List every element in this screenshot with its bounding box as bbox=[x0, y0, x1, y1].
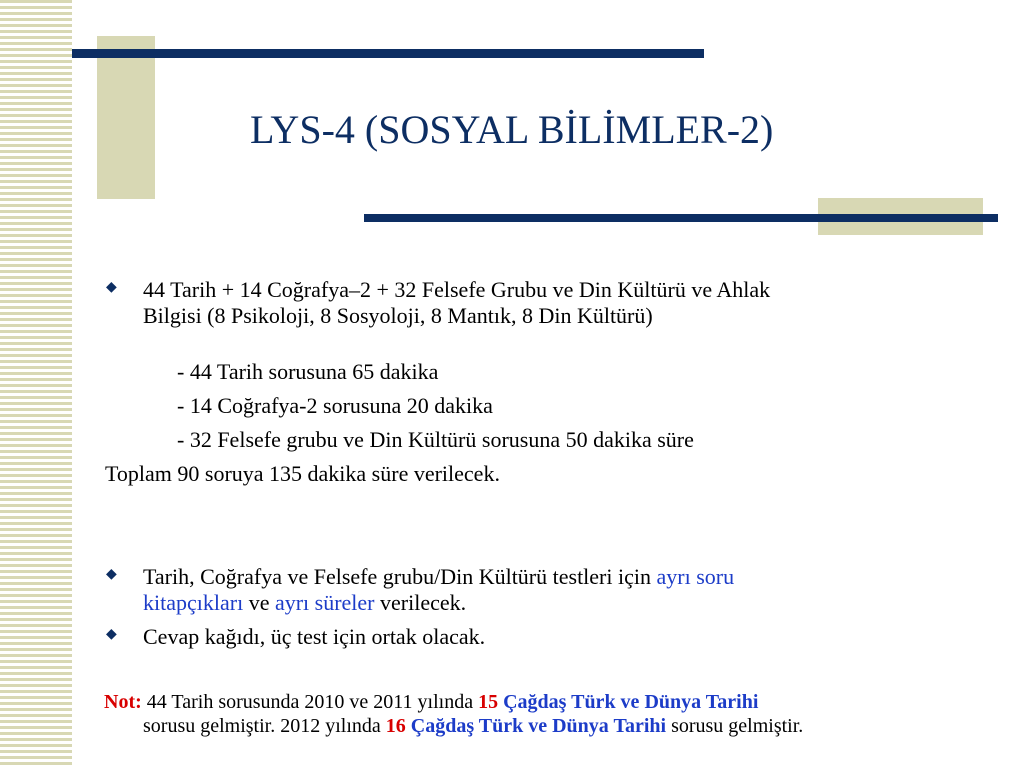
note-text2: sorusu gelmiştir. 2012 yılında bbox=[143, 715, 386, 737]
bullet2-highlight-separate-times: ayrı süreler bbox=[274, 590, 375, 615]
decorative-khaki-block-top bbox=[97, 36, 155, 199]
note-text3: sorusu gelmiştir. bbox=[666, 715, 804, 737]
note-label: Not: bbox=[104, 691, 142, 713]
bullet2-text: Tarih, Coğrafya ve Felsefe grubu/Din Kültürü testleri için bbox=[143, 564, 657, 589]
note-line2 bbox=[143, 715, 803, 738]
sub-item-philosophy: - 32 Felsefe grubu ve Din Kültürü sorusuna 50 dakika süre bbox=[177, 427, 694, 452]
note-subject1: Çağdaş Türk ve Dünya Tarihi bbox=[498, 691, 759, 713]
note-subject2: Çağdaş Türk ve Dünya Tarihi bbox=[405, 715, 667, 737]
bullet1-line1: 44 Tarih + 14 Coğrafya–2 + 32 Felsefe Grubu ve Din Kültürü ve Ahlak bbox=[143, 277, 771, 302]
total-summary: Toplam 90 soruya 135 dakika süre verilecek. bbox=[105, 461, 500, 486]
note-count-2010-2011: 15 bbox=[478, 691, 499, 713]
bullet3-text: Cevap kağıdı, üç test için ortak olacak. bbox=[143, 624, 486, 649]
bullet1-line2: Bilgisi (8 Psikoloji, 8 Sosyoloji, 8 Mantık, 8 Din Kültürü) bbox=[143, 303, 653, 328]
bullet2-highlight-separate-booklets: ayrı soru bbox=[656, 564, 735, 589]
note-text1: 44 Tarih sorusunda 2010 ve 2011 yılında bbox=[141, 691, 479, 713]
bullet-diamond-icon: ◆ bbox=[106, 627, 117, 642]
decorative-navy-bar-bottom bbox=[364, 214, 998, 222]
bullet2-line2 bbox=[143, 590, 466, 616]
sub-item-geography: - 14 Coğrafya-2 sorusuna 20 dakika bbox=[177, 393, 493, 418]
decorative-stripes bbox=[0, 0, 72, 768]
bullet2-highlight-booklets: kitapçıkları bbox=[143, 590, 244, 615]
bullet2-end: verilecek. bbox=[374, 590, 467, 615]
slide-title: LYS-4 (SOSYAL BİLİMLER-2) bbox=[250, 107, 774, 152]
sub-item-history: - 44 Tarih sorusuna 65 dakika bbox=[177, 359, 439, 384]
bullet-diamond-icon: ◆ bbox=[106, 280, 117, 295]
bullet-diamond-icon: ◆ bbox=[106, 567, 117, 582]
note-count-2012: 16 bbox=[385, 715, 406, 737]
bullet2-connector: ve bbox=[243, 590, 275, 615]
decorative-navy-bar-top bbox=[72, 49, 704, 58]
note-line1 bbox=[104, 691, 758, 714]
bullet2-line1 bbox=[143, 564, 734, 590]
